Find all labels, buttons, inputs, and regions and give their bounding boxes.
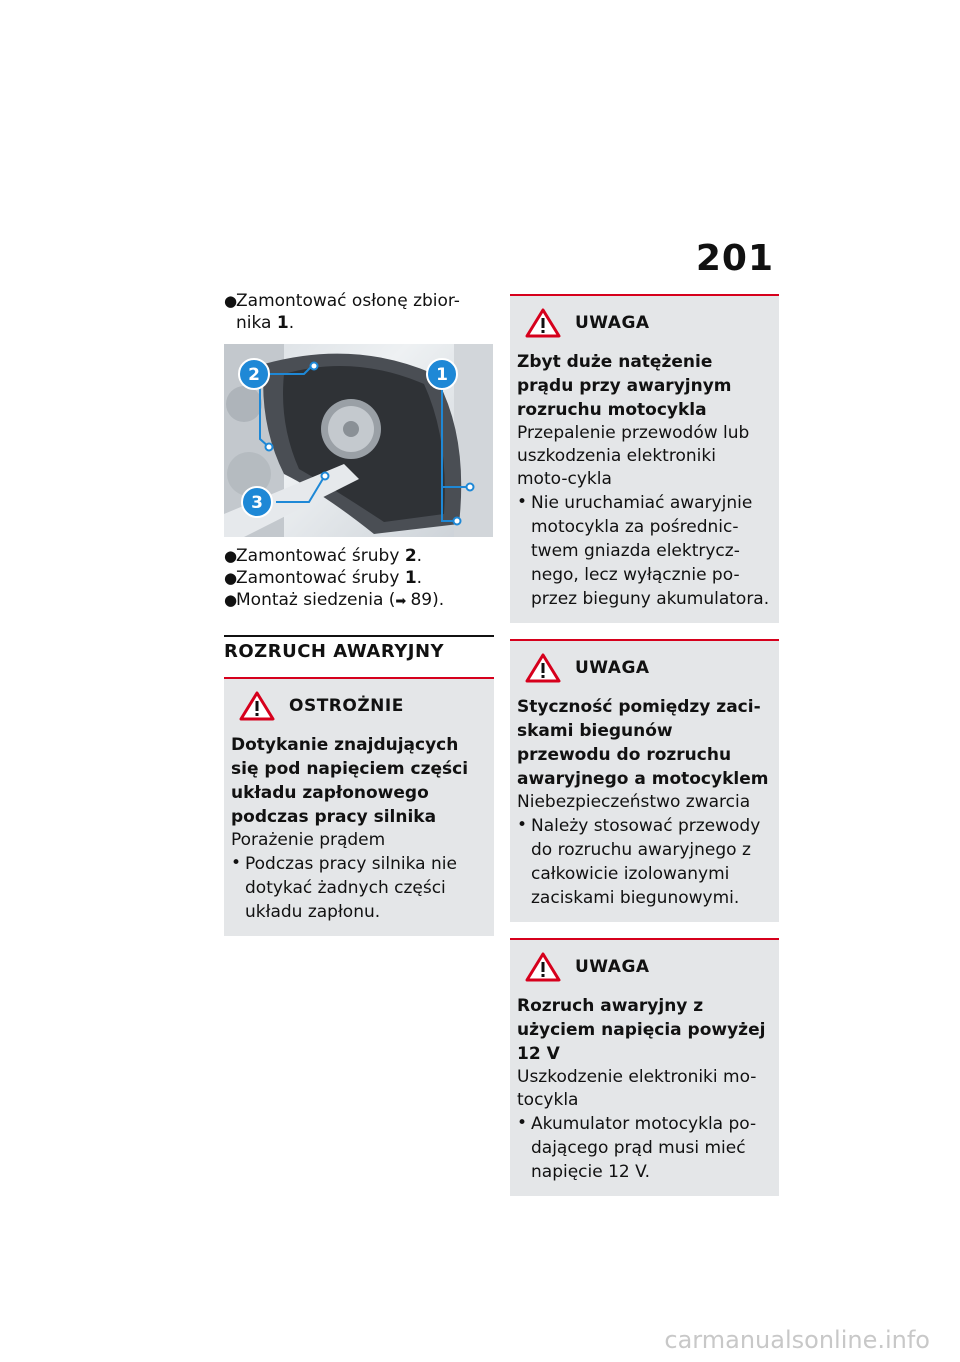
step-item: ● Montaż siedzenia (➡ 89). [224,590,445,610]
notice-consequence: Porażenie prądem [231,830,386,850]
fuel-tank-cover-figure [224,344,493,537]
step-item: ● Zamontować śruby 1. [224,568,423,588]
page-number: 201 [695,238,774,279]
bullet-dot: ● [224,547,238,565]
warning-notice-caution [224,677,494,936]
step-text: Zamontować osłonę zbior-nika [236,291,460,333]
steps-list [224,545,494,613]
warning-notice-attention [510,294,779,623]
step-item: ● Zamontować śruby 2. [224,546,423,566]
warning-triangle-icon [525,653,561,683]
page-reference-arrow-icon[interactable]: ➡ [395,594,411,609]
svg-text:2: 2 [248,365,260,385]
notice-label: UWAGA [575,956,650,977]
step-ref: 1 [276,313,289,333]
notice-bullet: • Akumulator motocykla po-dającego prąd musi mieć napięcie 12 V. [517,1113,757,1182]
callout-1 [427,359,457,389]
right-column [510,294,779,1212]
figure-illustration [224,344,493,537]
notice-label: OSTROŻNIE [289,695,404,716]
step-suffix: . [288,313,295,333]
callout-3 [242,487,272,517]
svg-text:1: 1 [436,365,448,385]
notice-bullet: • Należy stosować przewody do rozruchu awaryjnego z całkowicie izolowanymi zaciskami biegunowymi. [517,815,761,908]
watermark: carmanualsonline.info [664,1326,930,1354]
notice-title: Dotykanie znajdujących się pod napięciem części układu zapłonowego podczas pracy silnika [231,735,469,827]
notice-bullet: • Podczas pracy silnika nie dotykać żadnych części układu zapłonu. [231,853,457,922]
svg-text:3: 3 [251,493,263,513]
bullet-dot: ● [224,292,238,310]
notice-title: Zbyt duże natężenie prądu przy awaryjnym rozruchu motocykla [517,352,732,420]
notice-consequence: Uszkodzenie elektroniki mo-tocykla [517,1067,757,1110]
notice-title: Styczność pomiędzy zaci-skami biegunów przewodu do rozruchu awaryjnego a motocyklem [517,697,769,789]
warning-triangle-icon [525,308,561,338]
notice-label: UWAGA [575,312,650,333]
warning-triangle-icon [239,691,275,721]
step-item [224,290,494,334]
left-column [224,290,494,936]
notice-consequence: Niebezpieczeństwo zwarcia [517,792,751,812]
callout-2 [239,359,269,389]
warning-notice-attention [510,938,779,1196]
notice-title: Rozruch awaryjny z użyciem napięcia powyżej 12 V [517,996,766,1064]
notice-bullet: • Nie uruchamiać awaryjnie motocykla za pośrednic-twem gniazda elektrycz-nego, lecz wyłącznie po-przez bieguny akumulatora. [517,492,770,609]
bullet-dot: ● [224,569,238,587]
bullet-dot: ● [224,591,238,609]
notice-label: UWAGA [575,657,650,678]
warning-notice-attention [510,639,779,922]
warning-triangle-icon [525,952,561,982]
section-title: ROZRUCH AWARYJNY [224,635,494,663]
notice-consequence: Przepalenie przewodów lub uszkodzenia elektroniki moto-cykla [517,423,750,489]
page-reference-link[interactable]: 89 [410,590,433,610]
